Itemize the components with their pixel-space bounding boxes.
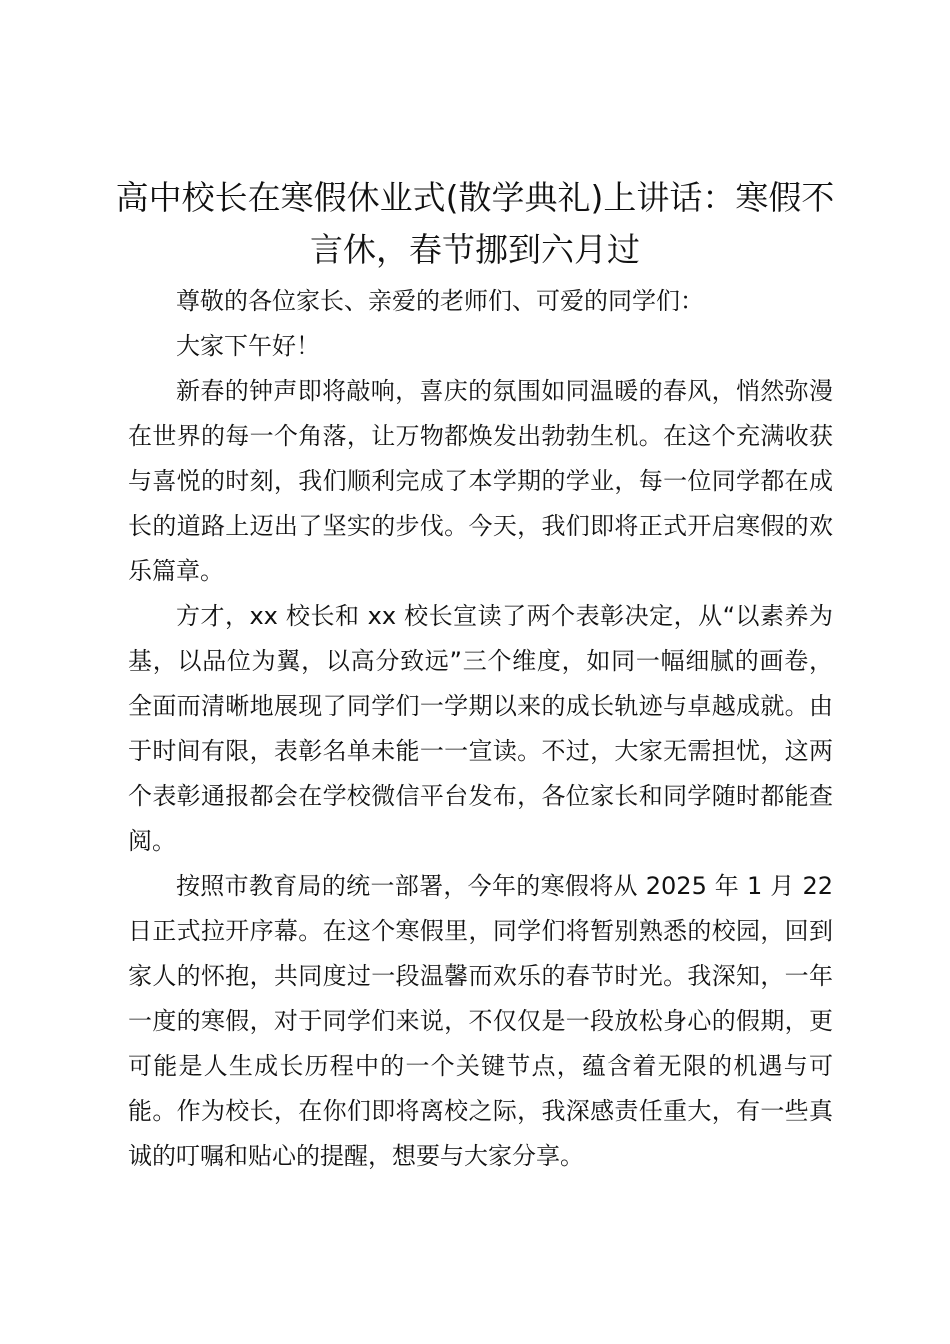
greeting-paragraph: 大家下午好！ xyxy=(176,332,320,360)
body-paragraph-2: 方才，xx 校长和 xx 校长宣读了两个表彰决定，从“以素养为基，以品位为翼，以高分致远”三个维度，如同一幅细腻的画卷，全面而清晰地展现了同学们一学期以来的成长轨迹与卓越成就。由于时间有限，表彰名单未能一一宣读。不过，大家无需担忧，这两个表彰通报都会在学校微信平台发布，各位家长和同学随时都能查阅。 xyxy=(128,602,833,855)
document-title: 高中校长在寒假休业式(散学典礼)上讲话：寒假不言休，春节挪到六月过 xyxy=(115,178,835,269)
body-paragraph-3: 按照市教育局的统一部署，今年的寒假将从 2025 年 1 月 22 日正式拉开序幕。在这个寒假里，同学们将暂别熟悉的校园，回到家人的怀抱，共同度过一段温馨而欢乐的春节时光。我深知，一年一度的寒假，对于同学们来说，不仅仅是一段放松身心的假期，更可能是人生成长历程中的一个关键节点，蕴含着无限的机遇与可能。作为校长，在你们即将离校之际，我深感责任重大，有一些真诚的叮嘱和贴心的提醒，想要与大家分享。 xyxy=(128,872,833,1170)
salutation-paragraph: 尊敬的各位家长、亲爱的老师们、可爱的同学们： xyxy=(176,287,704,315)
document-body xyxy=(128,279,833,1179)
body-paragraph-1: 新春的钟声即将敲响，喜庆的氛围如同温暖的春风，悄然弥漫在世界的每一个角落，让万物都焕发出勃勃生机。在这个充满收获与喜悦的时刻，我们顺利完成了本学期的学业，每一位同学都在成长的道路上迈出了坚实的步伐。今天，我们即将正式开启寒假的欢乐篇章。 xyxy=(128,377,833,585)
